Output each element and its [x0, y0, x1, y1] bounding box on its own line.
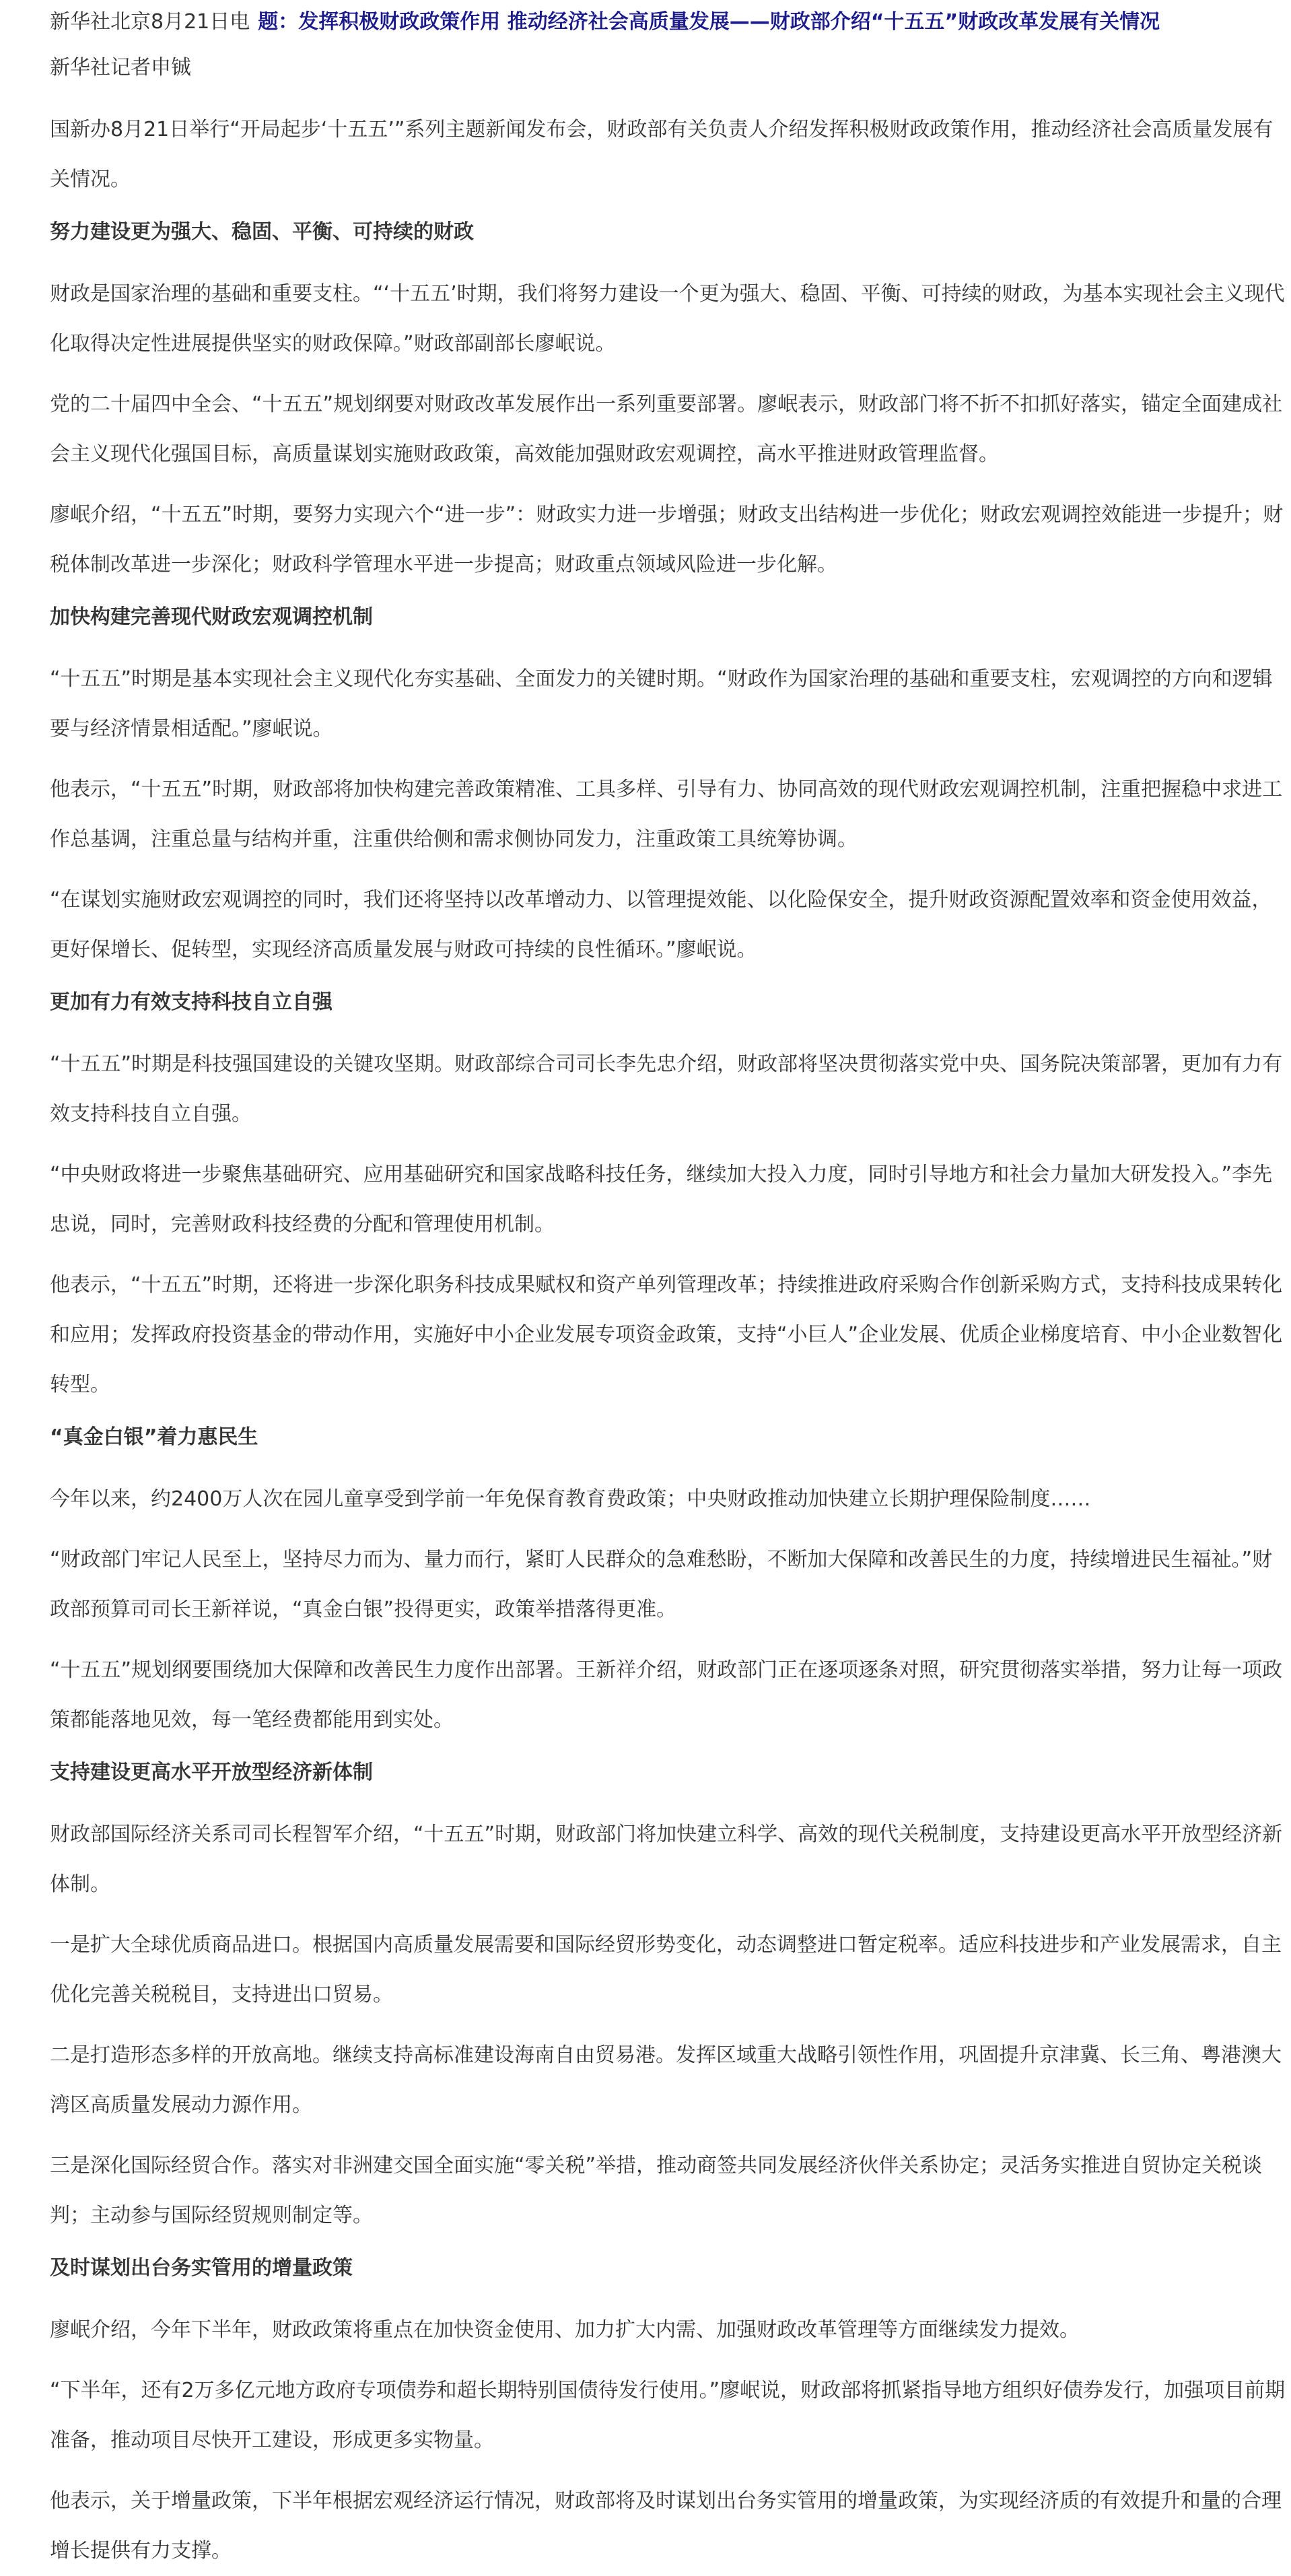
- paragraph: 他表示，关于增量政策，下半年根据宏观经济运行情况，财政部将及时谋划出台务实管用的增量政策，为实现经济质的有效提升和量的合理增长提供有力支撑。: [50, 2489, 1282, 2563]
- paragraph: “十五五”时期是基本实现社会主义现代化夯实基础、全面发力的关键时期。“财政作为国家治理的基础和重要支柱，宏观调控的方向和逻辑要与经济情景相适配。”廖岷说。: [50, 667, 1273, 741]
- paragraph: “在谋划实施财政宏观调控的同时，我们还将坚持以改革增动力、以管理提效能、以化险保安全，提升财政资源配置效率和资金使用效益，更好保增长、促转型，实现经济高质量发展与财政可持续的良性循环。”廖岷说。: [50, 888, 1272, 961]
- paragraph: “中央财政将进一步聚焦基础研究、应用基础研究和国家战略科技任务，继续加大投入力度，同时引导地方和社会力量加大研发投入。”李先忠说，同时，完善财政科技经费的分配和管理使用机制。: [50, 1163, 1273, 1236]
- section-heading: 加快构建完善现代财政宏观调控机制: [50, 605, 373, 629]
- paragraph: 他表示，“十五五”时期，财政部将加快构建完善政策精准、工具多样、引导有力、协同高效的现代财政宏观调控机制，注重把握稳中求进工作总基调，注重总量与结构并重，注重供给侧和需求侧协同发力，注重政策工具统筹协调。: [50, 778, 1283, 851]
- reporter-byline: 新华社记者申铖: [50, 56, 191, 79]
- paragraph: “十五五”时期是科技强国建设的关键攻坚期。财政部综合司司长李先忠介绍，财政部将坚决贯彻落实党中央、国务院决策部署，更加有力有效支持科技自立自强。: [50, 1052, 1283, 1126]
- section-heading: “真金白银”着力惠民生: [50, 1425, 258, 1449]
- paragraph: 他表示，“十五五”时期，还将进一步深化职务科技成果赋权和资产单列管理改革；持续推进政府采购合作创新采购方式，支持科技成果转化和应用；发挥政府投资基金的带动作用，实施好中小企业发展专项资金政策，支持“小巨人”企业发展、优质企业梯度培育、中小企业数智化转型。: [50, 1273, 1283, 1396]
- section-heading: 更加有力有效支持科技自立自强: [50, 990, 333, 1014]
- paragraph: 国新办8月21日举行“开局起步‘十五五’”系列主题新闻发布会，财政部有关负责人介绍发挥积极财政政策作用，推动经济社会高质量发展有关情况。: [50, 118, 1273, 191]
- article-title: 发挥积极财政政策作用 推动经济社会高质量发展——财政部介绍“十五五”财政改革发展有关情况: [298, 10, 1160, 34]
- paragraph: 廖岷介绍，今年下半年，财政政策将重点在加快资金使用、加力扩大内需、加强财政改革管理等方面继续发力提效。: [50, 2318, 1080, 2342]
- dateline: 新华社北京8月21日电: [50, 10, 250, 34]
- section-heading: 努力建设更为强大、稳固、平衡、可持续的财政: [50, 220, 474, 244]
- paragraph: 一是扩大全球优质商品进口。根据国内高质量发展需要和国际经贸形势变化，动态调整进口暂定税率。适应科技进步和产业发展需求，自主优化完善关税税目，支持进出口贸易。: [50, 1933, 1282, 2006]
- paragraph: 今年以来，约2400万人次在园儿童享受到学前一年免保育教育费政策；中央财政推动加快建立长期护理保险制度……: [50, 1487, 1091, 1511]
- paragraph: “下半年，还有2万多亿元地方政府专项债券和超长期特别国债待发行使用。”廖岷说，财政部将抓紧指导地方组织好债券发行，加强项目前期准备，推动项目尽快开工建设，形成更多实物量。: [50, 2379, 1286, 2452]
- paragraph: 党的二十届四中全会、“十五五”规划纲要对财政改革发展作出一系列重要部署。廖岷表示，财政部门将不折不扣抓好落实，锚定全面建成社会主义现代化强国目标，高质量谋划实施财政政策，高效能加强财政宏观调控，高水平推进财政管理监督。: [50, 393, 1283, 466]
- paragraph: 财政是国家治理的基础和重要支柱。“‘十五五’时期，我们将努力建设一个更为强大、稳固、平衡、可持续的财政，为基本实现社会主义现代化取得决定性进展提供坚实的财政保障。”财政部副部长廖岷说。: [50, 282, 1285, 355]
- section-heading: 及时谋划出台务实管用的增量政策: [50, 2256, 353, 2280]
- section-heading: 支持建设更高水平开放型经济新体制: [50, 1761, 373, 1784]
- paragraph: 三是深化国际经贸合作。落实对非洲建交国全面实施“零关税”举措，推动商签共同发展经济伙伴关系协定；灵活务实推进自贸协定关税谈判；主动参与国际经贸规则制定等。: [50, 2154, 1263, 2227]
- paragraph: “财政部门牢记人民至上，坚持尽力而为、量力而行，紧盯人民群众的急难愁盼，不断加大保障和改善民生的力度，持续增进民生福祉。”财政部预算司司长王新祥说，“真金白银”投得更实，政策举措落得更准。: [50, 1548, 1273, 1621]
- paragraph: 廖岷介绍，“十五五”时期，要努力实现六个“进一步”：财政实力进一步增强；财政支出结构进一步优化；财政宏观调控效能进一步提升；财税体制改革进一步深化；财政科学管理水平进一步提高；财政重点领域风险进一步化解。: [50, 503, 1284, 576]
- paragraph: “十五五”规划纲要围绕加大保障和改善民生力度作出部署。王新祥介绍，财政部门正在逐项逐条对照，研究贯彻落实举措，努力让每一项政策都能落地见效，每一笔经费都能用到实处。: [50, 1658, 1283, 1732]
- article-body: [50, 105, 1286, 2576]
- article-header: [50, 5, 1286, 39]
- title-label: 题：: [258, 10, 299, 34]
- paragraph: 财政部国际经济关系司司长程智军介绍，“十五五”时期，财政部门将加快建立科学、高效的现代关税制度，支持建设更高水平开放型经济新体制。: [50, 1823, 1283, 1896]
- paragraph: 二是打造形态多样的开放高地。继续支持高标准建设海南自由贸易港。发挥区域重大战略引领性作用，巩固提升京津冀、长三角、粤港澳大湾区高质量发展动力源作用。: [50, 2043, 1282, 2117]
